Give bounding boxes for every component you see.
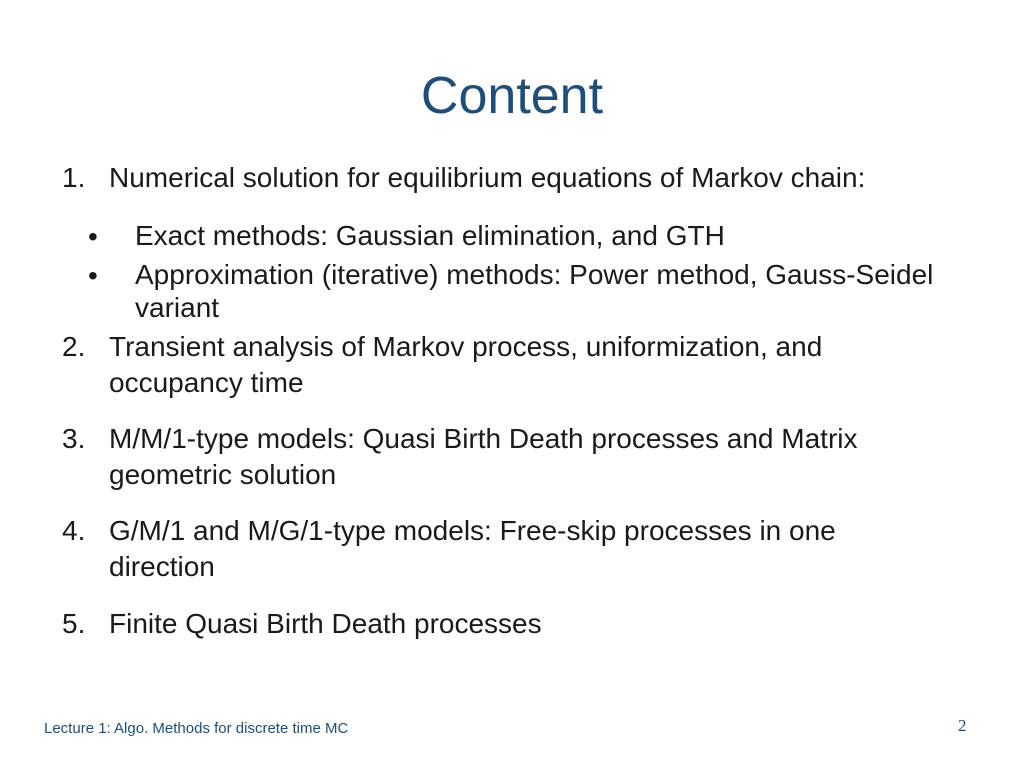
list-item-number: 3. [62, 423, 86, 454]
list-item [0, 329, 1024, 401]
sub-list-item [0, 258, 1024, 328]
bullet-marker: • [88, 260, 98, 291]
list-item-text: Transient analysis of Markov process, uniformization, and occupancy time [109, 331, 823, 398]
list-item [0, 606, 1024, 642]
list-item-text: M/M/1-type models: Quasi Birth Death processes and Matrix geometric solution [109, 423, 858, 490]
sub-list-item-text: Approximation (iterative) methods: Power method, Gauss-Seidel variant [135, 259, 934, 323]
list-item [0, 421, 1024, 493]
list-item-number: 1. [62, 162, 86, 193]
page-number: 2 [958, 716, 967, 735]
sub-list-item [0, 219, 1024, 255]
bullet-marker: • [88, 221, 98, 252]
list-item-text: G/M/1 and M/G/1-type models: Free-skip processes in one direction [109, 515, 836, 582]
list-item-number: 5. [62, 608, 86, 639]
list-item [0, 160, 1024, 196]
slide-title: Content [420, 67, 604, 125]
sub-list-item-text: Exact methods: Gaussian elimination, and GTH [135, 220, 725, 251]
footer-lecture-title: Lecture 1: Algo. Methods for discrete time MC [44, 720, 349, 737]
list-item-number: 4. [62, 515, 86, 546]
list-item-text: Finite Quasi Birth Death processes [109, 608, 542, 639]
list-item-number: 2. [62, 331, 86, 362]
list-item [0, 513, 1024, 585]
list-item-text: Numerical solution for equilibrium equations of Markov chain: [109, 162, 866, 193]
